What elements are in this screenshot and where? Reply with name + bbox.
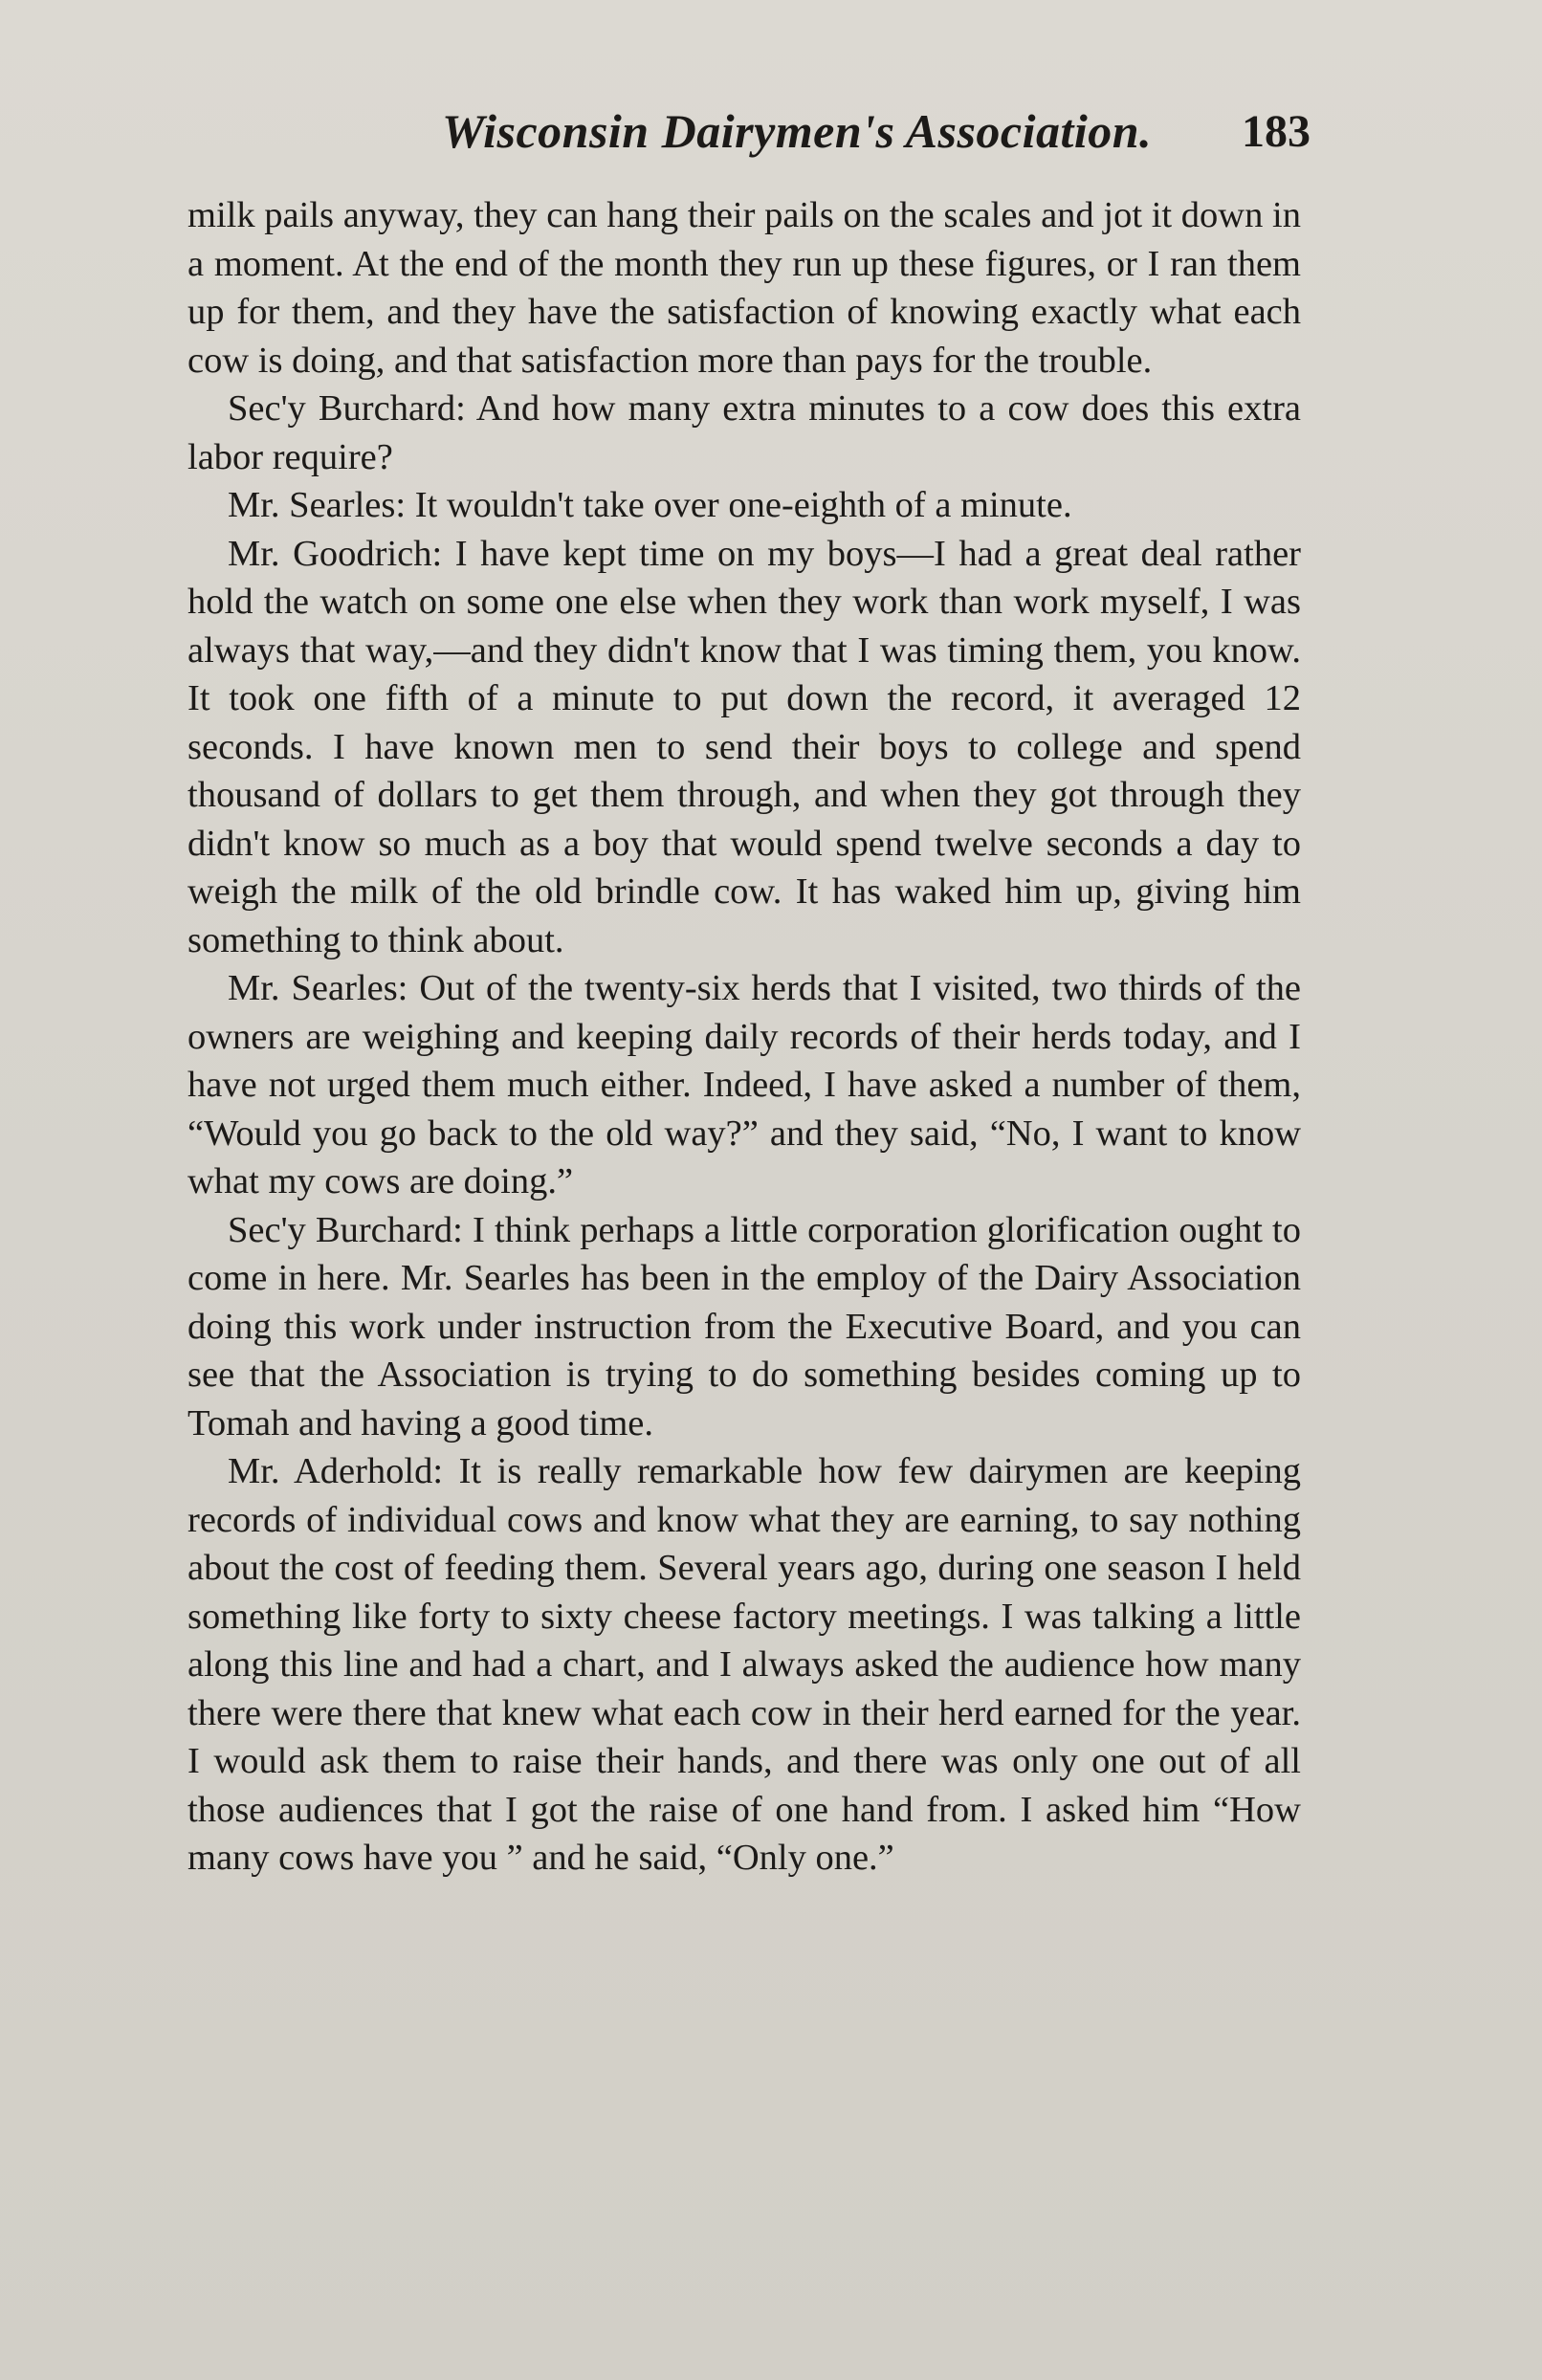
paragraph <box>187 385 1301 481</box>
speaker-label: Mr. Aderhold: <box>228 1451 444 1491</box>
page-number: 183 <box>1242 106 1311 157</box>
paragraph-text: It wouldn't take over one-eighth of a minute. <box>414 485 1072 525</box>
paragraph <box>187 1447 1301 1883</box>
paragraph-text: Out of the twenty-six herds that I visited, two thirds of the owners are weighing and keeping daily records of their herds today, and I have not urged them much either. Indeed, I have asked a number of them, “Would you go back to the old way?” and they said, “No, I want to know what my cows are doing.” <box>187 968 1301 1201</box>
body-text <box>187 191 1301 1883</box>
paragraph <box>187 191 1301 385</box>
paragraph-text: And how many extra minutes to a cow does this extra labor require? <box>187 388 1301 477</box>
running-title: Wisconsin Dairymen's Association. <box>442 104 1153 158</box>
paragraph-text: I have kept time on my boys—I had a great deal rather hold the watch on some one else when they work than work myself, I was always that way,—and they didn't know that I was timing them, you know. It took one fifth of a minute to put down the record, it averaged 12 seconds. I have known men to send their boys to college and spend thousand of dollars to get them through, and when they got through they didn't know so much as a boy that would spend twelve seconds a day to weigh the milk of the old brindle cow. It has waked him up, giving him something to think about. <box>187 533 1301 960</box>
paragraph-text: milk pails anyway, they can hang their pails on the scales and jot it down in a moment. At the end of the month they run up these figures, or I ran them up for them, and they have the satisfaction of knowing exactly what each cow is doing, and that satisfaction more than pays for the trouble. <box>187 195 1301 381</box>
speaker-label: Sec'y Burchard: <box>228 388 466 429</box>
paragraph <box>187 964 1301 1206</box>
paragraph-text: I think perhaps a little corporation glorification ought to come in here. Mr. Searles has been in the employ of the Dairy Association doing this work under instruction from the Executive Board, and you can see that the Association is trying to do something besides coming up to Tomah and having a good time. <box>187 1209 1302 1443</box>
page-header <box>191 103 1311 170</box>
paragraph-text: It is really remarkable how few dairymen are keeping records of individual cows and know what they are earning, to say nothing about the cost of feeding them. Several years ago, during one season I held something like forty to sixty cheese factory meetings. I was talking a little along this line and had a chart, and I always asked the audience how many there were there that knew what each cow in their herd earned for the year. I would ask them to raise their hands, and there was only one out of all those audiences that I got the raise of one hand from. I asked him “How many cows have you ” and he said, “Only one.” <box>187 1451 1302 1878</box>
speaker-label: Mr. Goodrich: <box>228 533 443 574</box>
speaker-label: Sec'y Burchard: <box>228 1209 463 1250</box>
speaker-label: Mr. Searles: <box>228 485 407 525</box>
paragraph <box>187 1206 1301 1448</box>
paragraph <box>187 481 1301 530</box>
speaker-label: Mr. Searles: <box>228 968 408 1008</box>
paragraph <box>187 530 1301 965</box>
